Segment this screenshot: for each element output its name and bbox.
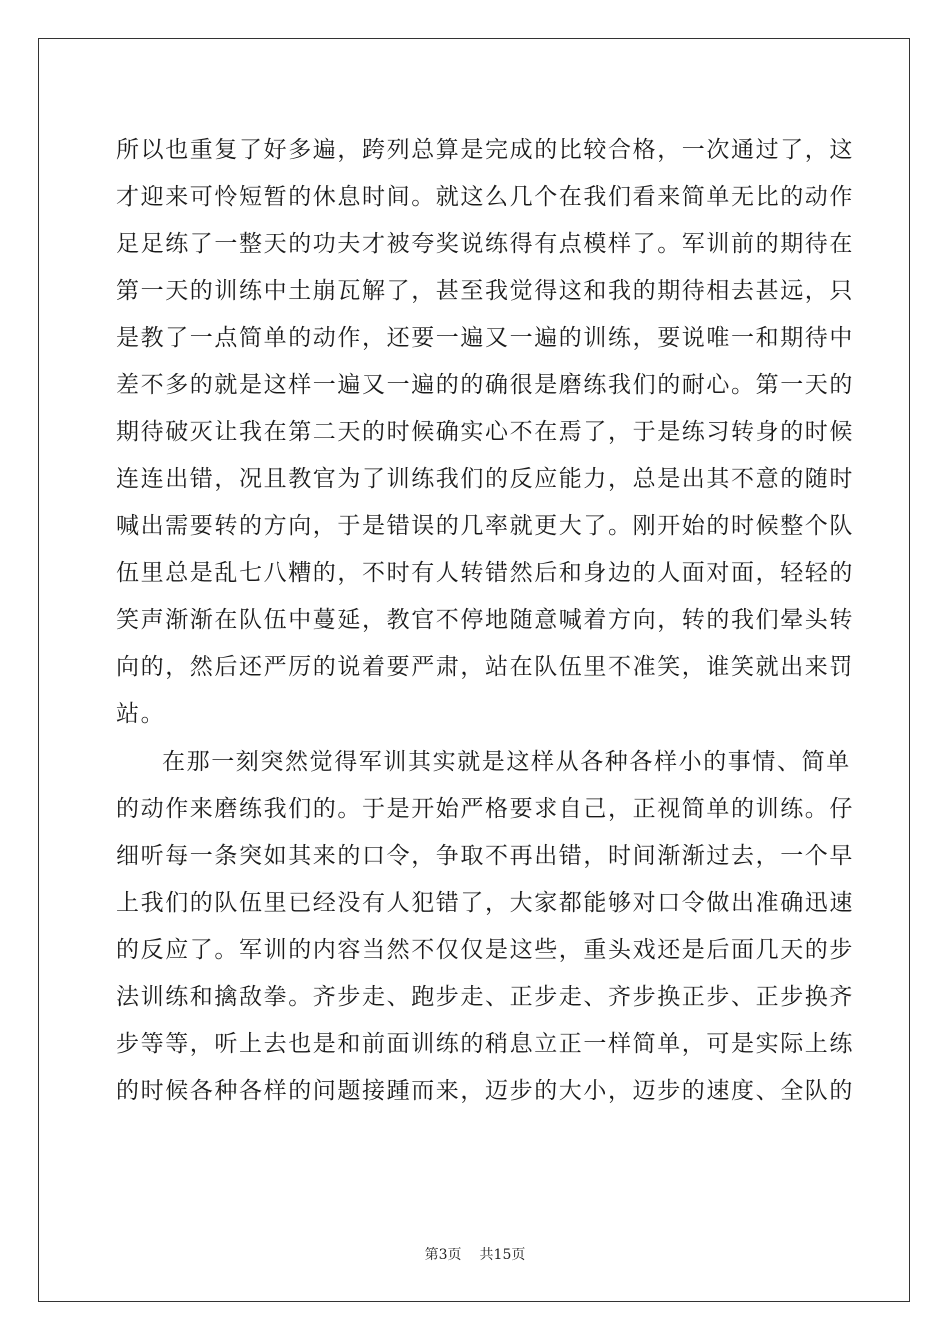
text-line: 的动作来磨练我们的。于是开始严格要求自己，正视简单的训练。仔 bbox=[116, 796, 854, 822]
text-line: 的时候各种各样的问题接踵而来，迈步的大小，迈步的速度、全队的 bbox=[116, 1078, 854, 1104]
text-line: 期待破灭让我在第二天的时候确实心不在焉了，于是练习转身的时候 bbox=[116, 419, 854, 445]
text-line: 连连出错，况且教官为了训练我们的反应能力，总是出其不意的随时 bbox=[116, 466, 854, 492]
text-line: 法训练和擒敌拳。齐步走、跑步走、正步走、齐步换正步、正步换齐 bbox=[116, 984, 854, 1010]
text-line: 第一天的训练中土崩瓦解了，甚至我觉得这和我的期待相去甚远，只 bbox=[116, 278, 854, 304]
paragraph-first-line: 在那一刻突然觉得军训其实就是这样从各种各样小的事情、简单 bbox=[162, 749, 851, 775]
text-line: 喊出需要转的方向，于是错误的几率就更大了。刚开始的时候整个队 bbox=[116, 513, 854, 539]
text-line: 伍里总是乱七八糟的，不时有人转错然后和身边的人面对面，轻轻的 bbox=[116, 560, 854, 586]
text-line: 笑声渐渐在队伍中蔓延，教官不停地随意喊着方向，转的我们晕头转 bbox=[116, 607, 854, 633]
text-line: 向的，然后还严厉的说着要严肃，站在队伍里不准笑，谁笑就出来罚 bbox=[116, 654, 854, 680]
text-line: 才迎来可怜短暂的休息时间。就这么几个在我们看来简单无比的动作 bbox=[116, 184, 854, 210]
text-line: 的反应了。军训的内容当然不仅仅是这些，重头戏还是后面几天的步 bbox=[116, 937, 854, 963]
page-total: 共15页 bbox=[479, 1247, 526, 1263]
text-line: 上我们的队伍里已经没有人犯错了，大家都能够对口令做出准确迅速 bbox=[116, 890, 854, 916]
text-line: 足足练了一整天的功夫才被夸奖说练得有点模样了。军训前的期待在 bbox=[116, 231, 854, 257]
text-line: 步等等，听上去也是和前面训练的稍息立正一样简单，可是实际上练 bbox=[116, 1031, 854, 1057]
text-line: 细听每一条突如其来的口令，争取不再出错，时间渐渐过去，一个早 bbox=[116, 843, 854, 869]
page-footer bbox=[0, 1244, 950, 1264]
text-line: 是教了一点简单的动作，还要一遍又一遍的训练，要说唯一和期待中 bbox=[116, 325, 854, 351]
page-number: 第3页 bbox=[424, 1247, 462, 1263]
text-line: 站。 bbox=[116, 701, 166, 727]
text-line: 所以也重复了好多遍，跨列总算是完成的比较合格，一次通过了，这 bbox=[116, 137, 854, 163]
text-line: 差不多的就是这样一遍又一遍的的确很是磨练我们的耐心。第一天的 bbox=[116, 372, 854, 398]
